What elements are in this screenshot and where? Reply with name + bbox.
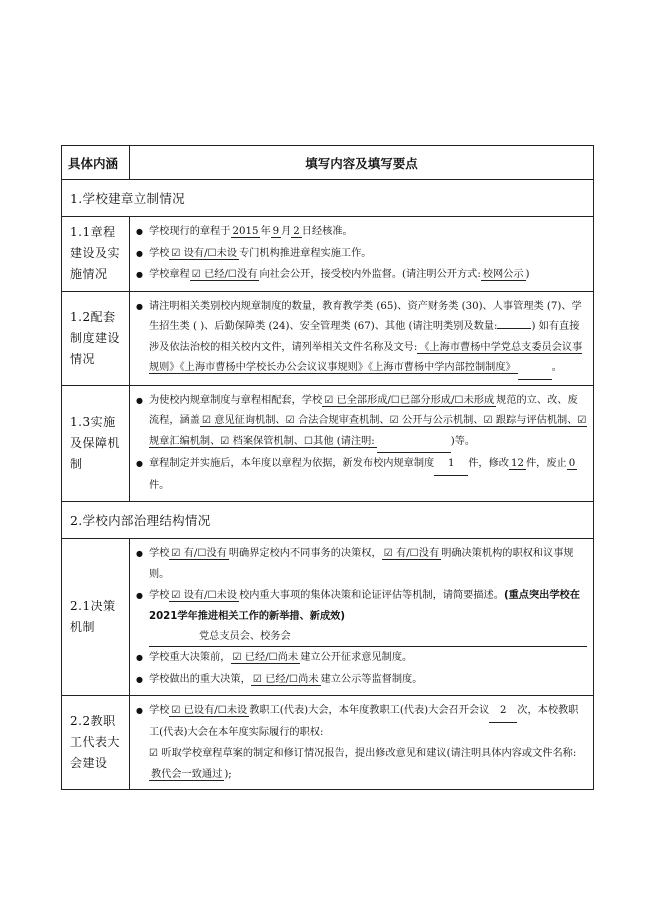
bullet-icon: ●: [136, 591, 143, 600]
bullet-icon: ●: [136, 653, 143, 662]
approval-year[interactable]: 2015: [232, 226, 259, 237]
list-item: ● 学校现行的章程于 2015 年 9 月 2 日经核准。: [136, 222, 587, 243]
label-1-2: 1.2配套制度建设情况: [62, 291, 130, 385]
header-col-content: 具体内涵: [62, 146, 130, 180]
charter-opinion-field[interactable]: 教代会一致通过: [151, 768, 223, 780]
other-count-field[interactable]: [497, 328, 531, 329]
bullet-icon: ●: [136, 459, 143, 468]
bullet-icon: ●: [136, 674, 143, 684]
section-row-2: [62, 502, 594, 539]
section-title-2: 2.学校内部治理结构情况: [62, 502, 594, 539]
bullet-icon: ●: [136, 549, 143, 558]
list-item: ● 为使校内规章制度与章程相配套，学校 ☑ 已全部形成/☐已部分形成/☐未形成 规范的立、改、废流程，涵盖 ☑ 意见征询机制、☑ 合法合规审查机制、☑ 公开与公示机制、☑ 跟踪与评估机制、☑ 规章汇编机制、☑ 档案保管机制、☐其他 (请注明: )等。: [136, 391, 587, 454]
approval-day[interactable]: 2: [293, 226, 300, 237]
other-mechanism-field[interactable]: [377, 432, 451, 454]
checkbox-group[interactable]: ☑ 已经/☐没有: [191, 269, 258, 280]
bullet-icon: ●: [136, 227, 143, 236]
checkbox-group[interactable]: ☑ 设有/☐未设: [171, 247, 238, 259]
list-item: ● 学校 ☑ 已设有/☐未设 教职工(代表)大会，本年度教职工(代表)大会召开会议 2 次，本校教职工(代表)大会在本年度实际履行的职权:: [136, 701, 587, 743]
row-1-2: [62, 291, 594, 385]
publicity-method-field[interactable]: 校网公示: [482, 269, 524, 280]
approval-month[interactable]: 9: [272, 226, 280, 237]
list-item: ● 请注明相关类别校内规章制度的数量，教育教学类 (65)、资产财务类 (30)、人事管理类 (7)、学生招生类 ( )、后勤保障类 (24)、安全管理类 (67)、其他 (请注明类别及数量: ) 如有直接涉及依法治校的相关校内文件，请列举相关文件名称及文号: 《上海市曹杨中学党总支委员会议事规则》《上海市曹杨中学校长办公会议议事规则》《上海市曹杨中学内部控制制度》 。: [136, 297, 587, 380]
checkbox-group[interactable]: ☑ 已设有/☐未设: [171, 705, 248, 716]
section-title-1: 1.学校建章立制情况: [62, 180, 594, 217]
checkbox-group[interactable]: ☑ 有/☐没有: [383, 548, 440, 559]
new-rules-count[interactable]: 1: [434, 454, 468, 476]
bullet-icon: ●: [136, 301, 143, 311]
meeting-count[interactable]: 2: [489, 701, 517, 723]
content-1-3: [130, 385, 594, 502]
table-header-row: [62, 146, 594, 180]
decision-mechanism-answer[interactable]: 党总支员会、校务会: [149, 628, 587, 647]
content-1-2: [130, 291, 594, 385]
emphasis-note: (重点突出学校在2021学年推进相关工作的新举措、新成效): [149, 590, 580, 622]
bullet-icon: ●: [136, 706, 143, 715]
label-2-1: 2.1决策机制: [62, 539, 130, 696]
bullet-icon: ●: [136, 270, 143, 279]
list-item: ● 章程制定并实施后，本年度以章程为依据，新发布校内规章制度 1 件，修改 12 件，废止 0件。: [136, 454, 587, 496]
bullet-icon: ●: [136, 395, 143, 405]
mechanism-checkboxes[interactable]: ☑ 意见征询机制、☑ 合法合规审查机制、☑ 公开与公示机制、☑ 跟踪与评估机制、☑ 规章汇编机制、☑ 档案保管机制、☐其他 (请注明:: [149, 415, 587, 447]
document-list-tail[interactable]: [518, 358, 552, 380]
list-item: ● 学校 ☑ 设有/☐未设 专门机构推进章程实施工作。: [136, 244, 587, 265]
header-col-requirements: 填写内容及填写要点: [130, 146, 594, 180]
abolished-rules-count[interactable]: 0: [568, 458, 576, 469]
checkbox-group[interactable]: ☑ 已经/☐尚未: [232, 652, 299, 663]
row-1-1: [62, 217, 594, 292]
section-row-1: [62, 180, 594, 217]
row-2-1: [62, 539, 594, 696]
list-item: ● 学校重大决策前， ☑ 已经/☐尚未 建立公开征求意见制度。: [136, 648, 587, 669]
revised-rules-count[interactable]: 12: [511, 458, 524, 469]
list-item: ● 学校 ☑ 有/☐没有 明确界定校内不同事务的决策权， ☑ 有/☐没有 明确决策机构的职权和议事规则。: [136, 544, 587, 585]
content-1-1: [130, 217, 594, 292]
governance-form-table: [61, 145, 594, 790]
document-list-field[interactable]: 《上海市曹杨中学党总支委员会议事规则》《上海市曹杨中学校长办公会议议事规则》《上海市曹杨中学内部控制制度》: [149, 341, 583, 373]
content-2-1: [130, 539, 594, 696]
list-item: ● 学校做出的重大决策， ☑ 已经/☐尚未 建立公示等监督制度。: [136, 670, 587, 691]
row-1-3: [62, 385, 594, 502]
checkbox-group[interactable]: ☑ 已全部形成/☐已部分形成/☐未形成: [324, 394, 495, 406]
row-2-2: [62, 696, 594, 790]
content-2-2: [130, 696, 594, 790]
label-1-1: 1.1章程建设及实施情况: [62, 217, 130, 292]
list-item: ● 学校 ☑ 设有/☐未设 校内重大事项的集体决策和论证评估等机制，请简要描述。(重点突出学校在2021学年推进相关工作的新举措、新成效): [136, 586, 587, 627]
list-item: ☑ 听取学校章程草案的制定和修订情况报告，提出修改意见和建议(请注明具体内容或文件名称:教代会一致通过 );: [149, 748, 577, 780]
bullet-icon: ●: [136, 248, 143, 258]
list-item: ● 学校章程 ☑ 已经/☐没有 向社会公开，接受校内外监督。(请注明公开方式: 校网公示 ): [136, 265, 587, 286]
checkbox-group[interactable]: ☑ 有/☐没有: [171, 548, 227, 559]
checkbox-group[interactable]: ☑ 设有/☐未设: [171, 590, 238, 601]
label-1-3: 1.3实施及保障机制: [62, 385, 130, 502]
checkbox-group[interactable]: ☑ 已经/☐尚未: [252, 673, 319, 685]
label-2-2: 2.2教职工代表大会建设: [62, 696, 130, 790]
